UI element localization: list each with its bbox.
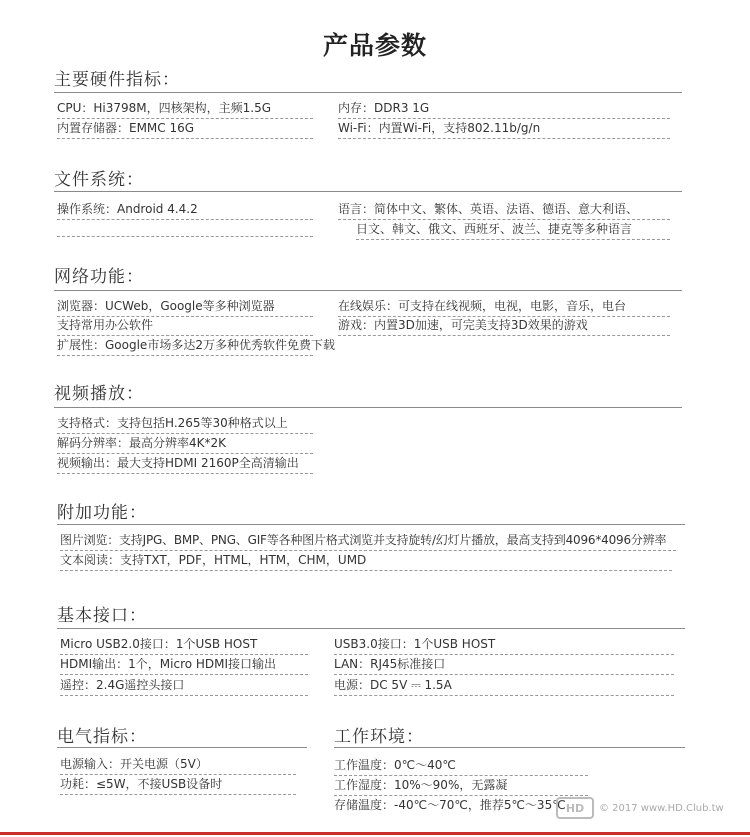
spec-remote: 遥控：2.4G遥控头接口 [60, 678, 308, 696]
hdclub-logo: HD [556, 797, 594, 819]
row-divider [57, 236, 313, 237]
spec-memory: 内存：DDR3 1G [338, 101, 670, 119]
section-rule [54, 191, 682, 192]
section-rule [57, 524, 685, 525]
spec-lan: LAN：RJ45标准接口 [334, 657, 674, 675]
spec-os: 操作系统：Android 4.4.2 [57, 202, 313, 220]
section-heading-video: 视频播放： [54, 384, 144, 404]
spec-language-line1: 语言：简体中文、繁体、英语、法语、德语、意大利语、 [338, 202, 670, 220]
section-heading-filesystem: 文件系统： [54, 170, 144, 190]
spec-games: 游戏：内置3D加速，可完美支持3D效果的游戏 [338, 318, 670, 336]
spec-language-line2: 日文、韩文、俄文、西班牙、波兰、捷克等多种语言 [356, 222, 670, 240]
section-rule [54, 92, 682, 93]
spec-operating-temp: 工作温度：0℃～40℃ [334, 758, 588, 776]
bottom-accent-line [0, 832, 750, 835]
watermark-text: © 2017 www.HD.Club.tw [599, 802, 724, 814]
spec-text-reading: 文本阅读：支持TXT，PDF，HTML，HTM，CHM，UMD [60, 553, 672, 571]
section-heading-electrical: 电气指标： [57, 727, 147, 747]
spec-extension: 扩展性：Google市场多达2万多种优秀软件免费下载 [57, 338, 313, 356]
spec-micro-usb: Micro USB2.0接口：1个USB HOST [60, 637, 308, 655]
section-heading-extras: 附加功能： [57, 503, 147, 523]
spec-operating-humidity: 工作湿度：10%～90%，无露凝 [334, 778, 588, 796]
spec-cpu: CPU：Hi3798M，四核架构，主频1.5G [57, 101, 313, 119]
section-heading-ports: 基本接口： [57, 606, 147, 626]
spec-storage-temp: 存储温度：-40℃～70℃，推荐5℃～35℃ [334, 798, 566, 812]
page-title: 产品参数 [322, 31, 427, 60]
spec-power: 电源：DC 5V ⎓ 1.5A [334, 678, 674, 696]
spec-entertainment: 在线娱乐：可支持在线视频，电视，电影，音乐，电台 [338, 299, 670, 317]
section-rule [57, 628, 685, 629]
spec-office: 支持常用办公软件 [57, 318, 313, 336]
spec-power-input: 电源输入：开关电源（5V） [60, 757, 296, 775]
watermark [556, 797, 724, 819]
spec-video-output: 视频输出：最大支持HDMI 2160P全高清输出 [57, 456, 313, 474]
spec-browser: 浏览器：UCWeb，Google等多种浏览器 [57, 299, 313, 317]
spec-power-consumption: 功耗：≤5W，不接USB设备时 [60, 777, 296, 795]
spec-usb3: USB3.0接口：1个USB HOST [334, 637, 674, 655]
section-rule [54, 290, 682, 291]
section-heading-hardware: 主要硬件指标： [54, 70, 180, 90]
spec-image-browsing: 图片浏览：支持JPG、BMP、PNG、GIF等各种图片格式浏览并支持旋转/幻灯片播放，最高支持到4096*4096分辨率 [60, 533, 676, 551]
section-rule [57, 747, 307, 748]
spec-storage: 内置存储器：EMMC 16G [57, 121, 313, 139]
section-rule [54, 407, 682, 408]
spec-video-formats: 支持格式：支持包括H.265等30种格式以上 [57, 416, 313, 434]
section-heading-network: 网络功能： [54, 267, 144, 287]
spec-wifi: Wi-Fi：内置Wi-Fi，支持802.11b/g/n [338, 121, 670, 139]
section-heading-environment: 工作环境： [334, 727, 424, 747]
section-rule [334, 747, 685, 748]
spec-decode-resolution: 解码分辨率：最高分辨率4K*2K [57, 436, 313, 454]
spec-hdmi: HDMI输出：1个，Micro HDMI接口输出 [60, 657, 308, 675]
